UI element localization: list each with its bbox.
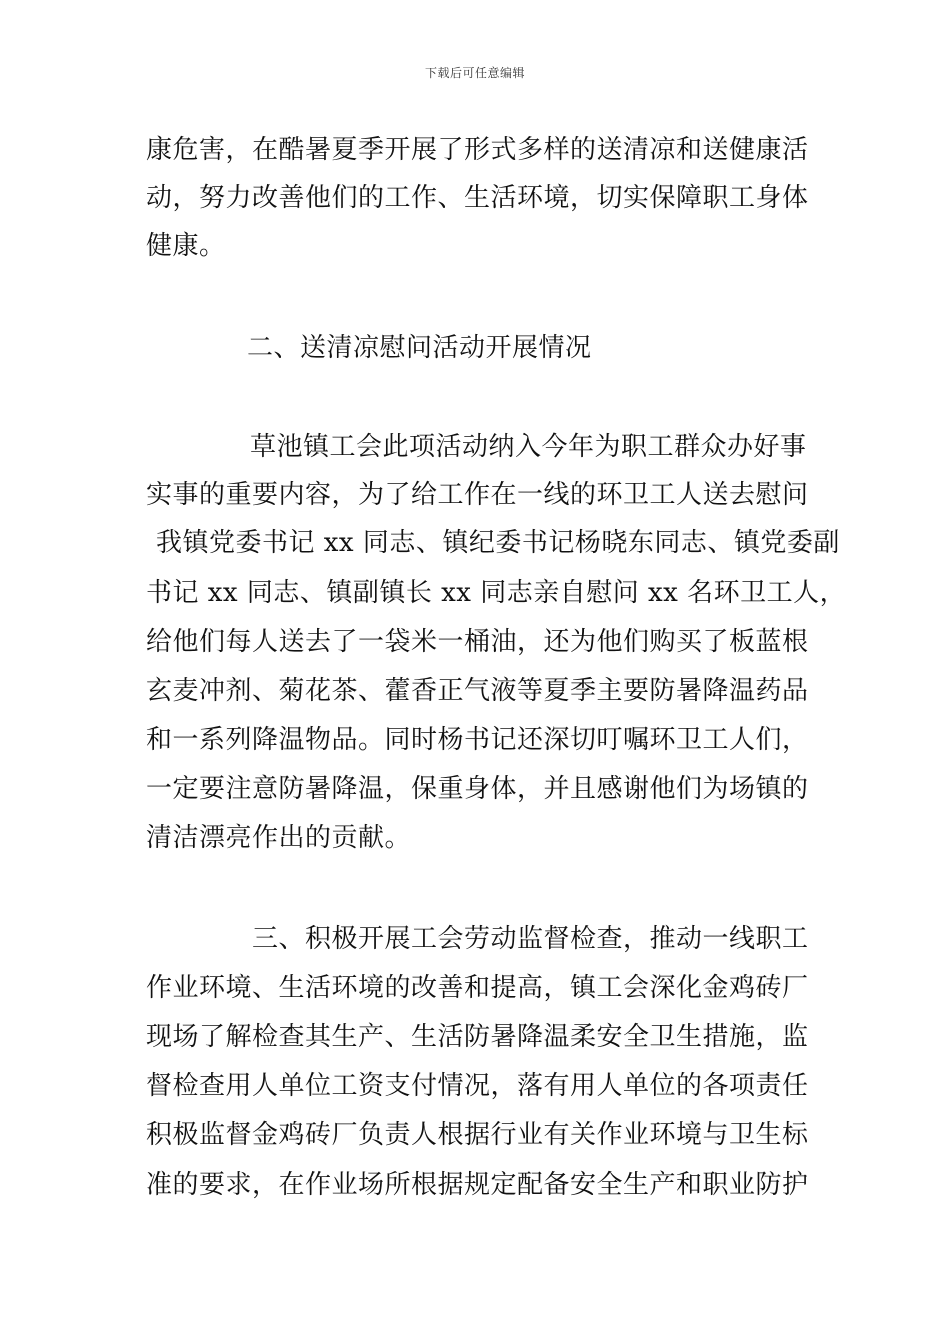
section-heading: 二、送清凉慰问活动开展情况 [247, 333, 592, 363]
text-line: 我镇党委书记 xx 同志、镇纪委书记杨晓东同志、镇党委副 [156, 528, 840, 558]
section-heading: 三、积极开展工会劳动监督检查，推动一线职工 [252, 924, 809, 954]
text-line: 草池镇工会此项活动纳入今年为职工群众办好事 [250, 432, 807, 462]
text-line: 现场了解检查其生产、生活防暑降温柔安全卫生措施，监 [146, 1022, 809, 1052]
text-line: 和一系列降温物品。同时杨书记还深切叮嘱环卫工人们， [146, 725, 809, 755]
text-line: 玄麦冲剂、菊花茶、藿香正气液等夏季主要防暑降温药品 [146, 676, 809, 706]
page-header: 下载后可任意编辑 [424, 66, 525, 80]
text-line: 准的要求，在作业场所根据规定配备安全生产和职业防护 [146, 1170, 809, 1200]
text-line: 实事的重要内容，为了给工作在一线的环卫工人送去慰问 [146, 480, 809, 510]
text-line: 一定要注意防暑降温，保重身体，并且感谢他们为场镇的 [146, 774, 809, 804]
text-line: 健康。 [146, 231, 226, 261]
text-line: 作业环境、生活环境的改善和提高，镇工会深化金鸡砖厂 [146, 973, 809, 1003]
text-line: 清洁漂亮作出的贡献。 [146, 823, 412, 853]
text-line: 给他们每人送去了一袋米一桶油，还为他们购买了板蓝根 [146, 627, 809, 657]
text-line: 积极监督金鸡砖厂负责人根据行业有关作业环境与卫生标 [146, 1120, 809, 1150]
text-line: 督检查用人单位工资支付情况，落有用人单位的各项责任 [146, 1071, 809, 1101]
text-line: 动，努力改善他们的工作、生活环境，切实保障职工身体 [146, 183, 809, 213]
text-line: 康危害，在酷暑夏季开展了形式多样的送清凉和送健康活 [146, 135, 809, 165]
text-line: 书记 xx 同志、镇副镇长 xx 同志亲自慰问 xx 名环卫工人， [146, 578, 847, 608]
